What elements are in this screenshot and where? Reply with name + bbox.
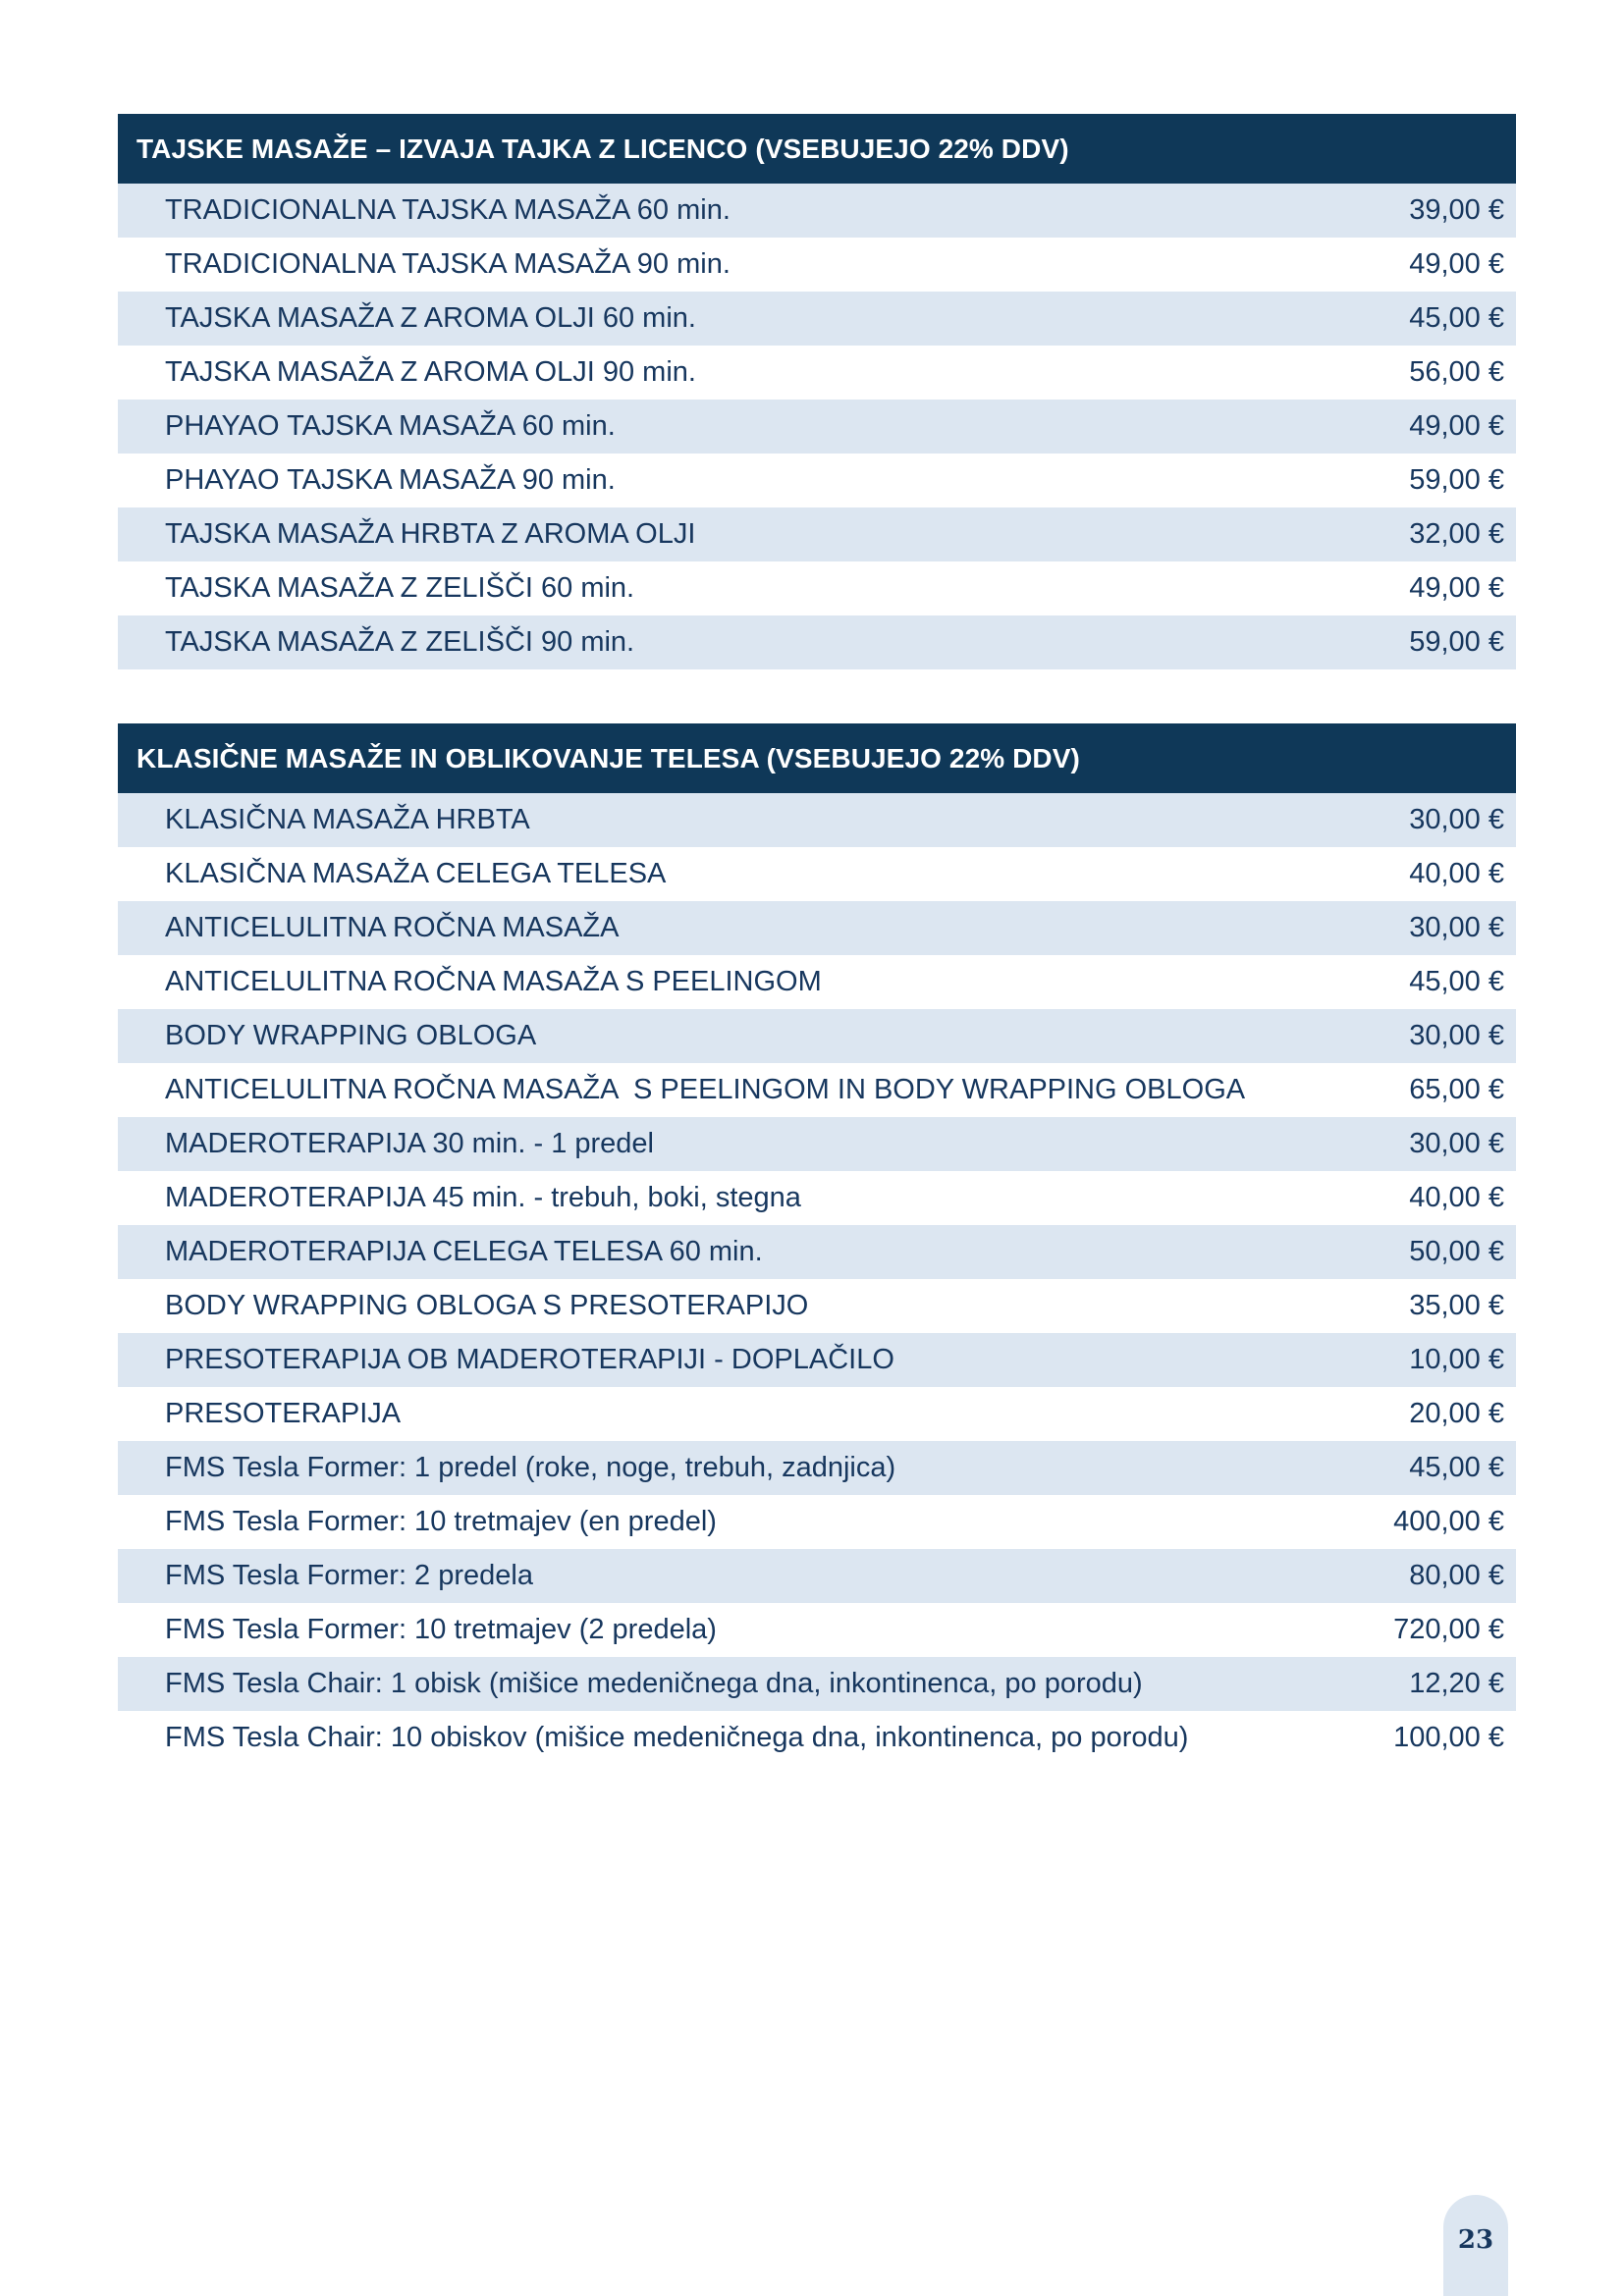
service-name: FMS Tesla Former: 10 tretmajev (2 predela): [165, 1614, 717, 1645]
service-price: 32,00 €: [1409, 518, 1504, 550]
service-price: 30,00 €: [1409, 1020, 1504, 1051]
table-row: [118, 1387, 1516, 1441]
service-name: FMS Tesla Former: 1 predel (roke, noge, trebuh, zadnjica): [165, 1452, 896, 1483]
service-name: FMS Tesla Chair: 1 obisk (mišice medeničnega dna, inkontinenca, po porodu): [165, 1668, 1143, 1699]
service-name: PRESOTERAPIJA OB MADEROTERAPIJI - DOPLAČILO: [165, 1344, 894, 1375]
service-name: PRESOTERAPIJA: [165, 1398, 402, 1429]
service-name: TAJSKA MASAŽA HRBTA Z AROMA OLJI: [165, 518, 696, 550]
service-name: KLASIČNA MASAŽA HRBTA: [165, 804, 530, 835]
service-name: ANTICELULITNA ROČNA MASAŽA: [165, 912, 620, 943]
service-price: 35,00 €: [1409, 1290, 1504, 1321]
service-price: 50,00 €: [1409, 1236, 1504, 1267]
table-row: [118, 615, 1516, 669]
service-price: 45,00 €: [1409, 1452, 1504, 1483]
table-row: [118, 346, 1516, 400]
table-row: [118, 1495, 1516, 1549]
service-price: 59,00 €: [1409, 464, 1504, 496]
service-price: 40,00 €: [1409, 858, 1504, 889]
service-price: 40,00 €: [1409, 1182, 1504, 1213]
table-row: [118, 1711, 1516, 1765]
table-row: [118, 184, 1516, 238]
table-row: [118, 1009, 1516, 1063]
table-row: [118, 1603, 1516, 1657]
service-price: 49,00 €: [1409, 410, 1504, 442]
service-name: PHAYAO TAJSKA MASAŽA 90 min.: [165, 464, 616, 496]
table-row: [118, 1549, 1516, 1603]
table-row: [118, 292, 1516, 346]
service-price: 30,00 €: [1409, 912, 1504, 943]
table-row: [118, 561, 1516, 615]
service-name: TAJSKA MASAŽA Z AROMA OLJI 60 min.: [165, 302, 696, 334]
table-row: [118, 1333, 1516, 1387]
service-price: 400,00 €: [1393, 1506, 1504, 1537]
table-row: [118, 454, 1516, 507]
table-row: [118, 955, 1516, 1009]
service-price: 45,00 €: [1409, 966, 1504, 997]
table-row: [118, 1279, 1516, 1333]
price-table-thai-massages: [118, 114, 1516, 669]
table-row: [118, 901, 1516, 955]
service-name: MADEROTERAPIJA 45 min. - trebuh, boki, stegna: [165, 1182, 801, 1213]
service-name: BODY WRAPPING OBLOGA S PRESOTERAPIJO: [165, 1290, 809, 1321]
service-name: FMS Tesla Former: 10 tretmajev (en predel): [165, 1506, 717, 1537]
table-row: [118, 1171, 1516, 1225]
service-price: 56,00 €: [1409, 356, 1504, 388]
service-name: ANTICELULITNA ROČNA MASAŽA S PEELINGOM: [165, 966, 822, 997]
table-row: [118, 847, 1516, 901]
service-price: 39,00 €: [1409, 194, 1504, 226]
service-name: FMS Tesla Chair: 10 obiskov (mišice medeničnega dna, inkontinenca, po porodu): [165, 1722, 1189, 1753]
table-row: [118, 400, 1516, 454]
service-price: 49,00 €: [1409, 572, 1504, 604]
service-price: 100,00 €: [1393, 1722, 1504, 1753]
page-number: 23: [1443, 2195, 1508, 2296]
table-row: [118, 1117, 1516, 1171]
table-row: [118, 1441, 1516, 1495]
service-price: 65,00 €: [1409, 1074, 1504, 1105]
table-row: [118, 1657, 1516, 1711]
service-name: BODY WRAPPING OBLOGA: [165, 1020, 537, 1051]
section-title: KLASIČNE MASAŽE IN OBLIKOVANJE TELESA (VSEBUJEJO 22% DDV): [118, 723, 1516, 793]
service-name: MADEROTERAPIJA CELEGA TELESA 60 min.: [165, 1236, 763, 1267]
table-row: [118, 507, 1516, 561]
table-body: [118, 793, 1516, 1765]
service-price: 30,00 €: [1409, 804, 1504, 835]
table-row: [118, 1063, 1516, 1117]
service-name: PHAYAO TAJSKA MASAŽA 60 min.: [165, 410, 616, 442]
service-name: TAJSKA MASAŽA Z AROMA OLJI 90 min.: [165, 356, 696, 388]
section-title: TAJSKE MASAŽE – IZVAJA TAJKA Z LICENCO (VSEBUJEJO 22% DDV): [118, 114, 1516, 184]
service-price: 20,00 €: [1409, 1398, 1504, 1429]
service-price: 10,00 €: [1409, 1344, 1504, 1375]
table-row: [118, 238, 1516, 292]
service-price: 80,00 €: [1409, 1560, 1504, 1591]
table-body: [118, 184, 1516, 669]
service-name: FMS Tesla Former: 2 predela: [165, 1560, 533, 1591]
service-name: TRADICIONALNA TAJSKA MASAŽA 90 min.: [165, 248, 731, 280]
service-name: ANTICELULITNA ROČNA MASAŽA S PEELINGOM IN BODY WRAPPING OBLOGA: [165, 1074, 1246, 1105]
service-name: MADEROTERAPIJA 30 min. - 1 predel: [165, 1128, 654, 1159]
table-row: [118, 793, 1516, 847]
service-name: TAJSKA MASAŽA Z ZELIŠČI 90 min.: [165, 626, 635, 658]
table-row: [118, 1225, 1516, 1279]
service-price: 45,00 €: [1409, 302, 1504, 334]
service-name: TRADICIONALNA TAJSKA MASAŽA 60 min.: [165, 194, 731, 226]
service-price: 49,00 €: [1409, 248, 1504, 280]
service-name: TAJSKA MASAŽA Z ZELIŠČI 60 min.: [165, 572, 635, 604]
service-name: KLASIČNA MASAŽA CELEGA TELESA: [165, 858, 667, 889]
service-price: 30,00 €: [1409, 1128, 1504, 1159]
service-price: 720,00 €: [1393, 1614, 1504, 1645]
service-price: 12,20 €: [1409, 1668, 1504, 1699]
price-table-classic-massages: [118, 723, 1516, 1765]
service-price: 59,00 €: [1409, 626, 1504, 658]
